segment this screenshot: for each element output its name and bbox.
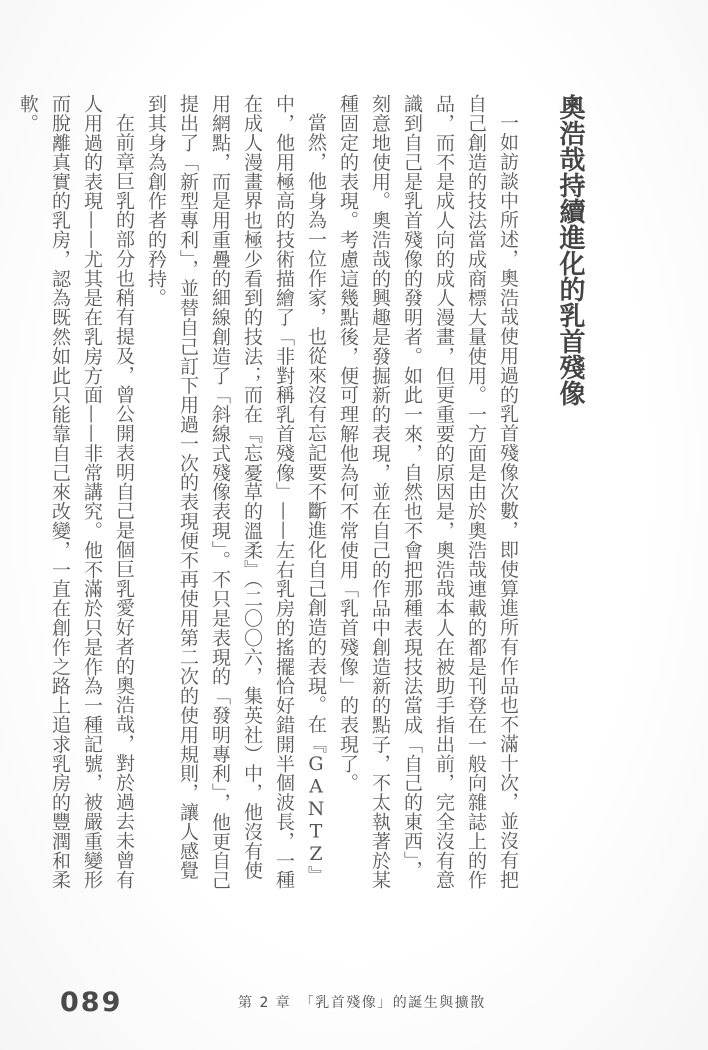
footer-chapter-label: 第 2 章 「乳首殘像」的誕生與擴散: [238, 995, 486, 1011]
body-paragraph-2: [140, 94, 332, 894]
gantz-work-title: GANTZ: [305, 753, 327, 866]
body-text: [12, 94, 524, 894]
page-number: 089: [60, 987, 123, 1018]
paragraph-2-rest: 』中，他用極高的技術描繪了「非對稱乳首殘像」——左右乳房的搖擺恰好錯開半個波長，一種在成人漫畫界也極少看到的技法；而在『忘憂草的溫柔』（二〇〇六，集英社）中，他沒有使用網點，而是用重疊的細線創造了「斜線式殘像表現」。不只是表現的「發明專利」，他更自己提出了「新型專利」，並替自己訂下用過一次的表現便不再使用第二次的使用規則，讓人感覺到其身為創作者的矜持。: [145, 94, 327, 890]
vertical-text-block: [12, 94, 583, 894]
body-paragraph-3: 在前章巨乳的部分也稍有提及，曾公開表明自己是個巨乳愛好者的奧浩哉，對於過去未曾有人用過的表現——尤其是在乳房方面——非常講究。他不滿於只是作為一種記號，被嚴重變形而脫離真實的乳房，認為既然如此只能靠自己來改變，一直在創作之路上追求乳房的豐潤和柔軟。: [17, 94, 135, 890]
section-title: 奧浩哉持續進化的乳首殘像: [555, 94, 585, 406]
paragraph-2-lead: 當然，他身為一位作家，也從來沒有忘記要不斷進化自己創造的表現。在『: [305, 113, 327, 754]
body-paragraph-1: 一如訪談中所述，奧浩哉使用過的乳首殘像次數，即使算進所有作品也不滿十次，並沒有把自己創造的技法當成商標大量使用。一方面是由於奧浩哉連載的都是刊登在一般向雜誌上的作品，而不是成人向的成人漫畫，但更重要的原因是，奧浩哉本人在被助手指出前，完全沒有意識到自己是乳首殘像的發明者。如此一來，自然也不會把那種表現技法當成「自己的東西」，刻意地使用。奧浩哉的興趣是發掘新的表現，並在自己的作品中創造新的點子，不太執著於某種固定的表現。考慮這幾點後，便可理解他為何不常使用「乳首殘像」的表現了。: [337, 94, 519, 890]
